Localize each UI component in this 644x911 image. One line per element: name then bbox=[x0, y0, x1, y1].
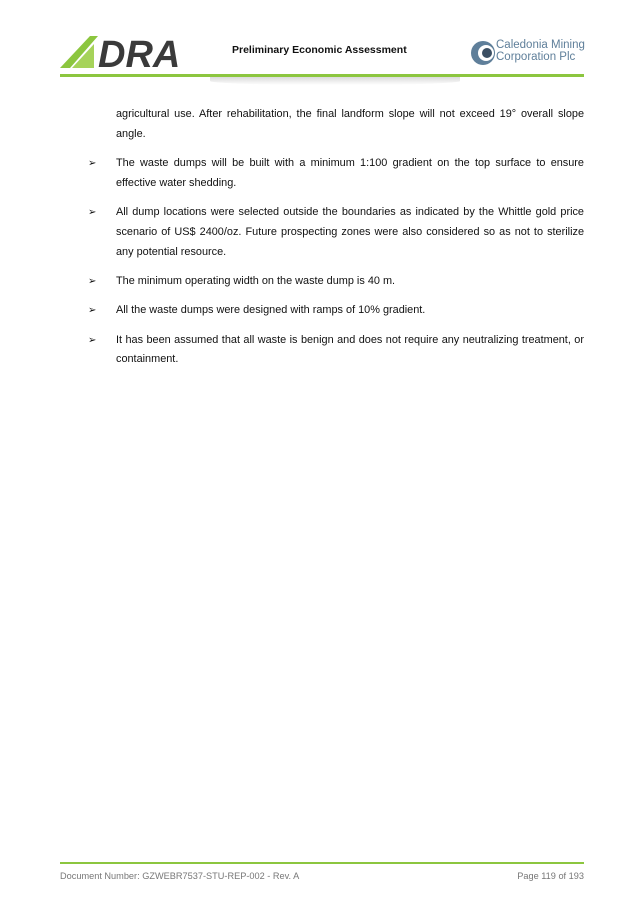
footer-divider bbox=[60, 862, 584, 864]
arrow-bullet-icon: ➢ bbox=[88, 334, 97, 346]
bullet-item bbox=[88, 272, 584, 292]
bullet-text: The waste dumps will be built with a minimum 1:100 gradient on the top surface to ensure effective water shedding. bbox=[116, 156, 584, 189]
header-shadow bbox=[210, 77, 460, 85]
bullet-text: All the waste dumps were designed with ramps of 10% gradient. bbox=[116, 304, 426, 317]
bullet-text: All dump locations were selected outside the boundaries as indicated by the Whittle gold price scenario of US$ 2400/oz. Future prospecting zones were also considered so as not to sterilize any potential resource. bbox=[116, 206, 584, 258]
dra-logo bbox=[60, 34, 200, 70]
caledonia-emblem-icon bbox=[470, 38, 496, 68]
caledonia-logo-line1: Caledonia Mining bbox=[496, 39, 585, 51]
bullet-item bbox=[88, 331, 584, 371]
bullet-item bbox=[88, 301, 584, 321]
caledonia-logo bbox=[470, 38, 590, 72]
page-content bbox=[88, 94, 584, 380]
page-header bbox=[0, 0, 644, 90]
caledonia-logo-line2: Corporation Plc bbox=[496, 51, 576, 63]
arrow-bullet-icon: ➢ bbox=[88, 305, 97, 317]
bullet-item bbox=[88, 203, 584, 262]
arrow-bullet-icon: ➢ bbox=[88, 157, 97, 169]
page-header-title: Preliminary Economic Assessment bbox=[232, 44, 407, 56]
dra-logo-text: DRA bbox=[98, 34, 181, 70]
arrow-bullet-icon: ➢ bbox=[88, 275, 97, 287]
document-number: Document Number: GZWEBR7537-STU-REP-002 - Rev. A bbox=[60, 871, 300, 881]
bullet-text: It has been assumed that all waste is benign and does not require any neutralizing treatment, or containment. bbox=[116, 333, 584, 366]
continuation-paragraph: agricultural use. After rehabilitation, the final landform slope will not exceed 19° overall slope angle. bbox=[116, 107, 584, 140]
bullet-item bbox=[88, 154, 584, 194]
arrow-bullet-icon: ➢ bbox=[88, 207, 97, 219]
page-number: Page 119 of 193 bbox=[517, 871, 584, 881]
bullet-text: The minimum operating width on the waste dump is 40 m. bbox=[116, 274, 396, 287]
